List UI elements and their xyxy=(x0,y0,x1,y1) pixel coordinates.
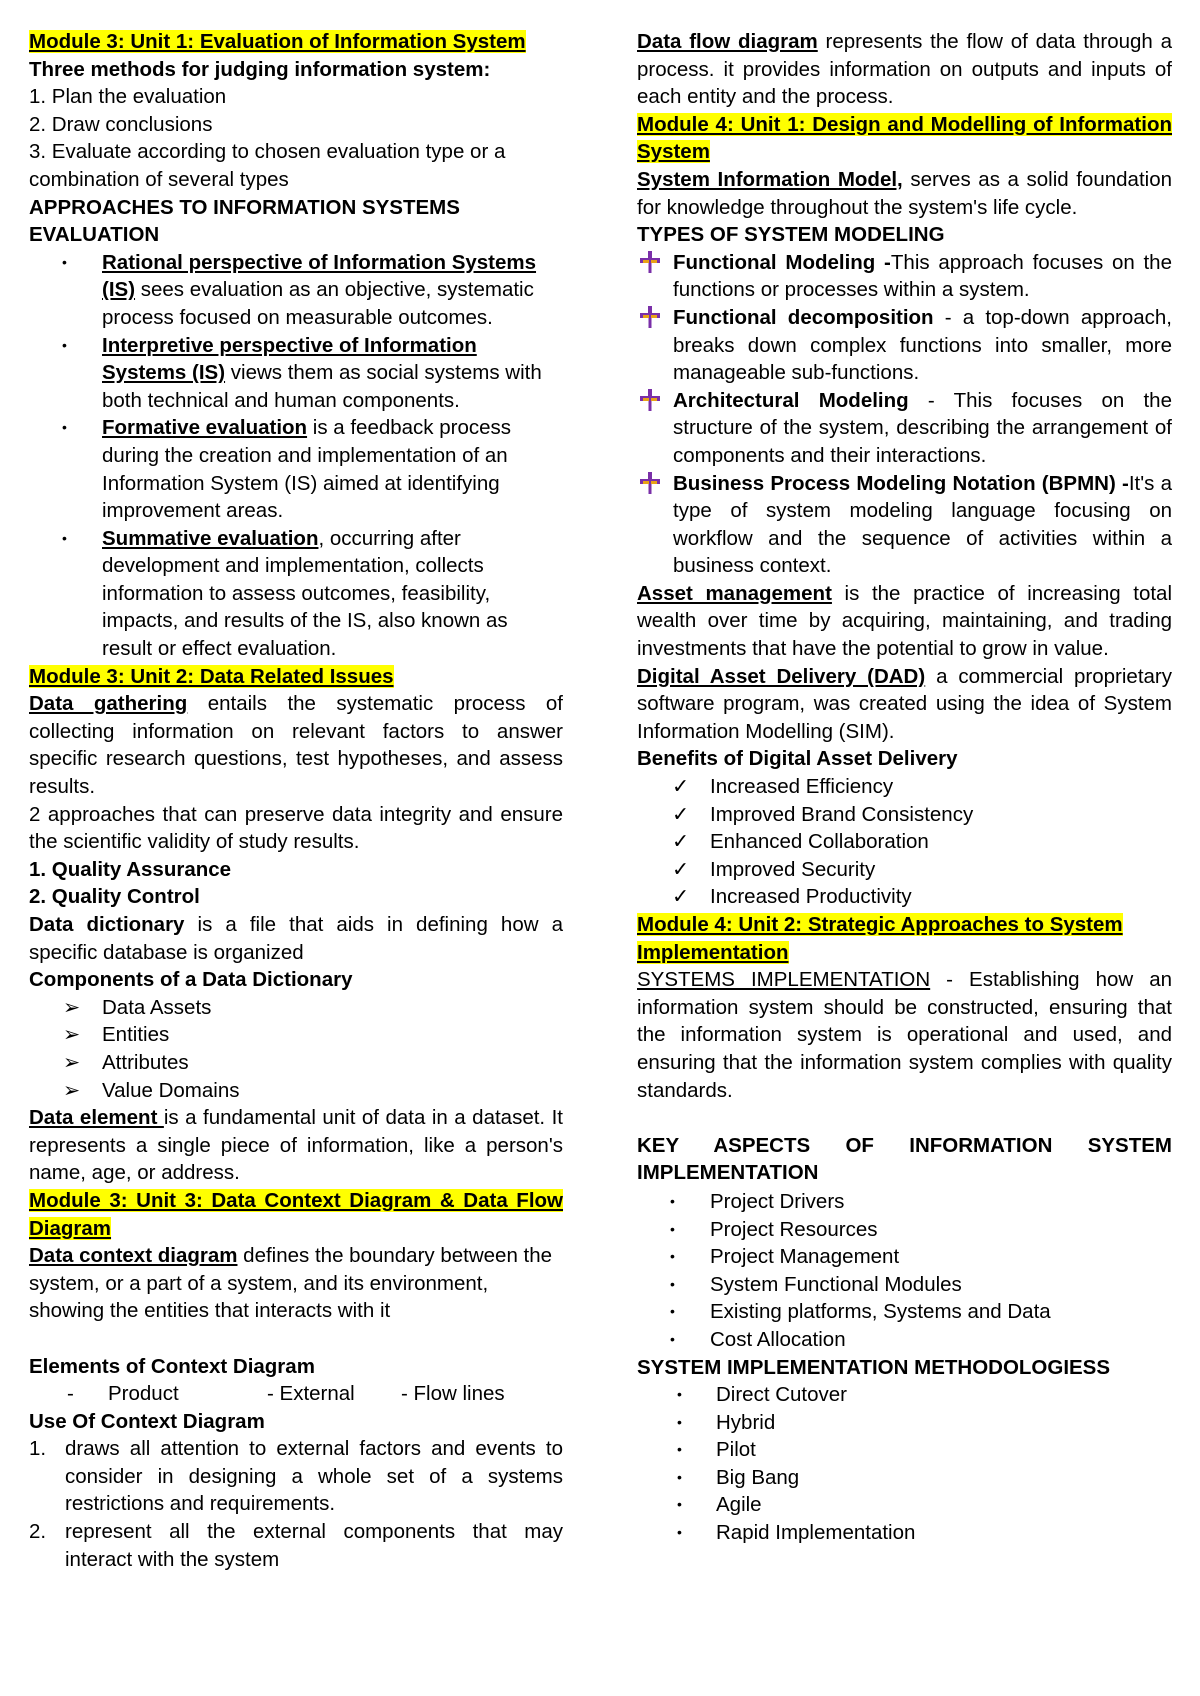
section-heading-m3u1: Module 3: Unit 1: Evaluation of Information System xyxy=(29,30,526,53)
definition: - a top-down approach, breaks down complex functions into smaller, more manageable sub-functions. xyxy=(673,305,1173,385)
list-item xyxy=(637,1409,1172,1437)
benefits-heading: Benefits of Digital Asset Delivery xyxy=(637,747,958,771)
list-item-text: represent all the external components that may interact with the system xyxy=(65,1520,563,1571)
definition: is a fundamental unit of data in a dataset. It represents a single piece of information, like a person's name, age, or address. xyxy=(29,1106,563,1185)
list-item xyxy=(637,1326,1172,1354)
uses-list xyxy=(29,1435,563,1573)
term: Data gathering xyxy=(29,692,188,716)
list-item-label: Project Management xyxy=(710,1245,900,1269)
method-item: 1. Plan the evaluation xyxy=(29,85,227,109)
list-item-text: draws all attention to external factors and events to consider in designing a whole set of a systems restrictions and requirements. xyxy=(65,1437,563,1516)
left-column xyxy=(29,28,563,1573)
list-item xyxy=(29,1049,563,1077)
bullet-icon: • xyxy=(62,419,67,436)
list-item xyxy=(637,1243,1172,1271)
list-item xyxy=(637,1519,1172,1547)
components-list xyxy=(29,994,563,1104)
paragraph-data-gathering xyxy=(29,690,563,800)
list-item xyxy=(637,304,1172,387)
spacer xyxy=(637,1104,1172,1132)
definition: is the practice of increasing total wealth over time by acquiring, maintaining, and trading investments that have the potential to grow in value. xyxy=(637,581,1173,661)
list-item-label: Improved Brand Consistency xyxy=(710,802,974,826)
paragraph-systems-implementation xyxy=(637,966,1172,1104)
list-item-label: Rapid Implementation xyxy=(716,1521,916,1545)
section-heading-m3u2: Module 3: Unit 2: Data Related Issues xyxy=(29,664,394,688)
list-item xyxy=(637,1491,1172,1519)
pushpin-icon xyxy=(638,306,662,328)
list-item-label: Agile xyxy=(716,1493,762,1517)
quality-assurance-label: 1. Quality Assurance xyxy=(29,857,232,881)
list-item xyxy=(29,525,563,663)
definition: , occurring after development and implementation, collects information to assess outcomes, feasibility, impacts, and results of the IS, also known as result or effect evaluation. xyxy=(102,526,508,661)
paragraph-data-context-diagram xyxy=(29,1242,563,1325)
bullet-icon: • xyxy=(677,1386,682,1403)
list-item xyxy=(637,249,1172,304)
list-item xyxy=(637,773,1172,801)
list-item xyxy=(637,1464,1172,1492)
list-item xyxy=(637,801,1172,829)
types-heading: TYPES OF SYSTEM MODELING xyxy=(637,223,945,247)
key-aspects-list xyxy=(637,1188,1172,1354)
arrow-bullet-icon: ➢ xyxy=(63,1023,81,1047)
term: Business Process Modeling Notation (BPMN) - xyxy=(673,471,1129,495)
check-icon: ✓ xyxy=(672,830,690,854)
context-element: - Flow lines xyxy=(401,1382,505,1406)
list-item xyxy=(637,828,1172,856)
bullet-icon: • xyxy=(670,1192,675,1209)
term: Formative evaluation xyxy=(102,416,308,440)
definition: This approach focuses on the functions or processes within a system. xyxy=(673,250,1172,302)
definition: represents the flow of data through a process. it provides information on outputs and inputs of each entity and the process. xyxy=(637,30,1172,109)
modeling-types-list xyxy=(637,249,1172,580)
list-item xyxy=(637,1436,1172,1464)
list-item-label: Data Assets xyxy=(102,995,212,1019)
approaches-heading: APPROACHES TO INFORMATION SYSTEMS EVALUATION xyxy=(29,195,460,247)
list-item-label: Hybrid xyxy=(716,1410,776,1434)
bullet-icon: • xyxy=(677,1441,682,1458)
list-item-label: Enhanced Collaboration xyxy=(710,830,929,854)
use-heading: Use Of Context Diagram xyxy=(29,1409,265,1433)
definition: is a file that aids in defining how a specific database is organized xyxy=(29,913,563,964)
section-heading-m4u2: Module 4: Unit 2: Strategic Approaches to System Implementation xyxy=(637,913,1123,964)
pushpin-icon xyxy=(638,472,662,494)
term: Data dictionary xyxy=(29,913,185,936)
term: Data context diagram xyxy=(29,1244,238,1268)
list-item-label: Big Bang xyxy=(716,1465,800,1489)
list-item xyxy=(29,332,563,415)
spacer xyxy=(29,1325,563,1353)
list-item-label: System Functional Modules xyxy=(710,1272,962,1296)
bullet-icon: • xyxy=(677,1413,682,1430)
list-item xyxy=(637,387,1172,470)
list-item xyxy=(637,883,1172,911)
right-column xyxy=(637,28,1172,1547)
approaches-list xyxy=(29,249,563,663)
bullet-icon: • xyxy=(62,253,67,270)
definition: serves as a solid foundation for knowledge throughout the system's life cycle. xyxy=(637,167,1172,219)
paragraph-asset-management xyxy=(637,580,1172,663)
paragraph-data-dictionary xyxy=(29,911,563,966)
term: SYSTEMS IMPLEMENTATION xyxy=(637,968,931,992)
term: Data flow diagram xyxy=(637,30,818,53)
list-item xyxy=(29,1518,563,1573)
bullet-icon: • xyxy=(677,1496,682,1513)
bullet-icon: • xyxy=(670,1248,675,1265)
bullet-icon: • xyxy=(677,1524,682,1541)
key-aspects-heading: KEY ASPECTS OF INFORMATION SYSTEM IMPLEMENTATION xyxy=(637,1133,1172,1185)
section-heading-m4u1: Module 4: Unit 1: Design and Modelling of Information System xyxy=(637,112,1172,164)
list-item-label: Value Domains xyxy=(102,1078,240,1102)
context-elements-row xyxy=(29,1380,563,1408)
paragraph-digital-asset-delivery xyxy=(637,663,1172,746)
arrow-bullet-icon: ➢ xyxy=(63,1050,81,1074)
list-item-label: Pilot xyxy=(716,1438,756,1462)
elements-heading: Elements of Context Diagram xyxy=(29,1354,315,1378)
context-element: - Product xyxy=(67,1382,179,1406)
list-number: 1. xyxy=(29,1437,47,1461)
paragraph-two-approaches: 2 approaches that can preserve data integrity and ensure the scientific validity of study results. xyxy=(29,802,563,854)
list-item xyxy=(29,1077,563,1105)
paragraph-system-information-model xyxy=(637,166,1172,221)
pushpin-icon xyxy=(638,251,662,273)
definition: is a feedback process during the creation and implementation of an Information System (IS) aimed at identifying improvement areas. xyxy=(102,416,512,523)
check-icon: ✓ xyxy=(672,775,690,799)
list-item-label: Project Resources xyxy=(710,1217,878,1241)
list-item xyxy=(29,994,563,1022)
definition: - Establishing how an information system should be constructed, ensuring that the information system is operational and used, and ensuring that the information system complies with quality standards. xyxy=(637,968,1172,1102)
list-item xyxy=(29,414,563,524)
list-item-label: Cost Allocation xyxy=(710,1327,846,1351)
list-item xyxy=(637,1188,1172,1216)
check-icon: ✓ xyxy=(672,802,690,826)
definition: defines the boundary between the system, or a part of a system, and its environment, showing the entities that interacts with it xyxy=(29,1244,553,1323)
term: Rational perspective of Information Systems (IS) xyxy=(102,250,537,302)
term: Summative evaluation xyxy=(102,526,319,550)
list-item-label: Attributes xyxy=(102,1050,189,1074)
pushpin-icon xyxy=(638,389,662,411)
list-item-label: Existing platforms, Systems and Data xyxy=(710,1300,1051,1324)
list-item-label: Increased Productivity xyxy=(710,885,912,909)
bullet-icon: • xyxy=(670,1303,675,1320)
bullet-icon: • xyxy=(670,1330,675,1347)
definition: sees evaluation as an objective, systematic process focused on measurable outcomes. xyxy=(102,278,534,329)
term: Digital Asset Delivery (DAD) xyxy=(637,664,926,688)
check-icon: ✓ xyxy=(672,885,690,909)
definition: entails the systematic process of collecting information on relevant factors to answer specific research questions, test hypotheses, and assess results. xyxy=(29,692,563,799)
list-item-label: Direct Cutover xyxy=(716,1383,848,1407)
term: Data element xyxy=(29,1106,164,1130)
definition: It's a type of system modeling language focusing on workflow and the sequence of activities within a business context. xyxy=(673,471,1172,578)
list-item xyxy=(637,470,1172,580)
list-item-label: Project Drivers xyxy=(710,1189,845,1213)
definition: - This focuses on the structure of the system, describing the arrangement of components and their interactions. xyxy=(673,388,1172,467)
list-item xyxy=(637,1298,1172,1326)
term: Functional decomposition xyxy=(673,305,934,329)
list-item xyxy=(29,1021,563,1049)
term: Architectural Modeling xyxy=(673,388,909,412)
paragraph-data-element xyxy=(29,1104,563,1187)
method-item: 3. Evaluate according to chosen evaluation type or a combination of several types xyxy=(29,140,506,191)
quality-control-label: 2. Quality Control xyxy=(29,885,200,909)
list-item xyxy=(637,1216,1172,1244)
list-item xyxy=(637,856,1172,884)
bullet-icon: • xyxy=(677,1468,682,1485)
list-item xyxy=(29,1435,563,1518)
benefits-list xyxy=(637,773,1172,911)
components-heading: Components of a Data Dictionary xyxy=(29,968,353,992)
arrow-bullet-icon: ➢ xyxy=(63,995,81,1019)
paragraph-data-flow-diagram xyxy=(637,28,1172,111)
definition: views them as social systems with both technical and human components. xyxy=(102,361,542,412)
term: Asset management xyxy=(637,581,832,605)
term: Functional Modeling - xyxy=(673,250,891,274)
section-heading-m3u3: Module 3: Unit 3: Data Context Diagram & Data Flow Diagram xyxy=(29,1188,563,1240)
term: System Information Model, xyxy=(637,167,903,191)
list-item-label: Improved Security xyxy=(710,857,876,881)
term: Interpretive perspective of Information Systems (IS) xyxy=(102,333,477,385)
list-item xyxy=(29,249,563,332)
list-item-label: Entities xyxy=(102,1023,170,1047)
list-item-label: Increased Efficiency xyxy=(710,775,894,799)
arrow-bullet-icon: ➢ xyxy=(63,1078,81,1102)
methodologies-heading: SYSTEM IMPLEMENTATION METHODOLOGIESS xyxy=(637,1355,1111,1379)
list-item xyxy=(637,1381,1172,1409)
method-item: 2. Draw conclusions xyxy=(29,112,213,136)
list-number: 2. xyxy=(29,1520,47,1544)
bullet-icon: • xyxy=(670,1275,675,1292)
bullet-icon: • xyxy=(670,1220,675,1237)
list-item xyxy=(637,1271,1172,1299)
three-methods-heading: Three methods for judging information system: xyxy=(29,57,491,81)
bullet-icon: • xyxy=(62,529,67,546)
context-element: - External xyxy=(267,1382,355,1406)
methodologies-list xyxy=(637,1381,1172,1547)
definition: a commercial proprietary software program, was created using the idea of System Information Modelling (SIM). xyxy=(637,664,1172,743)
bullet-icon: • xyxy=(62,336,67,353)
check-icon: ✓ xyxy=(672,857,690,881)
